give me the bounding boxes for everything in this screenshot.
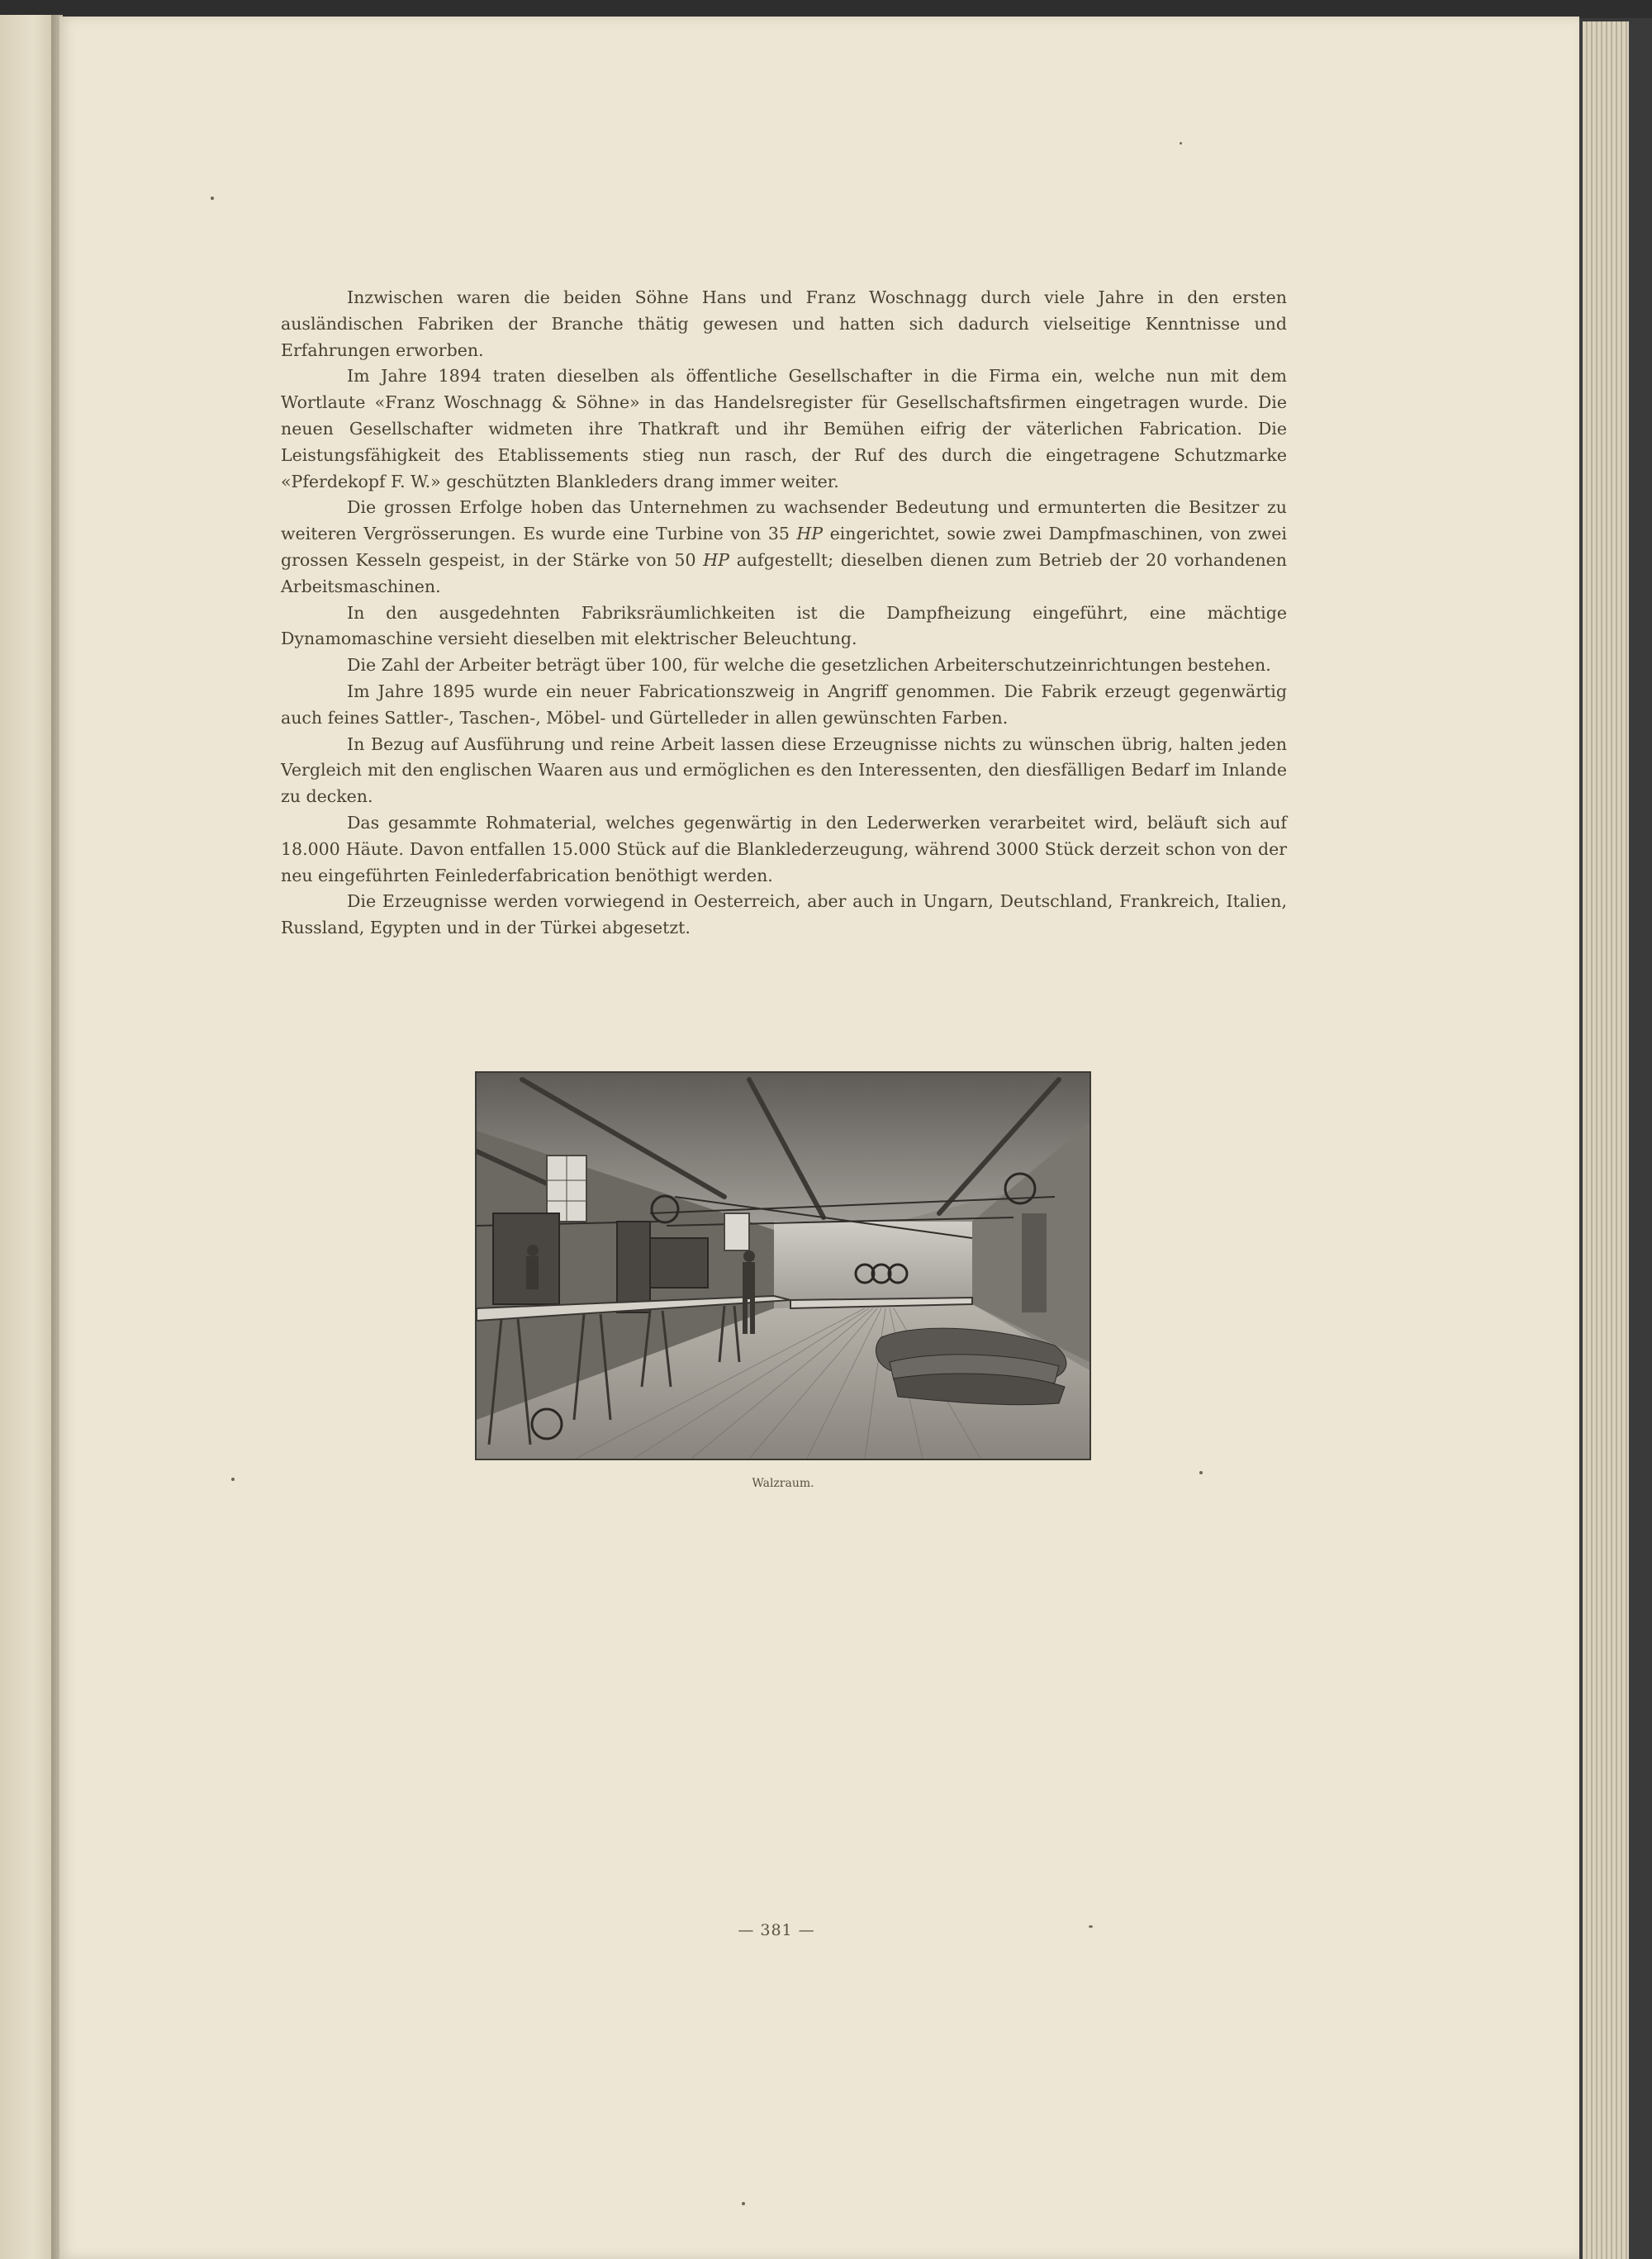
paragraph: Das gesammte Rohmaterial, welches gegenwärtig in den Lederwerken verarbeitet wird, beläuft sich auf 18.000 Häute. Davon entfallen 15.000 Stück auf die Blanklederzeugung, während 3000 Stück derzeit schon von der neu eingeführten Feinlederfabrication benöthigt werden. [281, 812, 1287, 885]
paragraph: Inzwischen waren die beiden Söhne Hans und Franz Woschnagg durch viele Jahre in den ersten ausländischen Fabriken der Branche thätig gewesen und hatten sich dadurch vielseitige Kenntnisse und Erfahrungen erworben. [281, 287, 1287, 360]
paragraph: Die Zahl der Arbeiter beträgt über 100, für welche die gesetzlichen Arbeiterschutzeinrichtungen bestehen. [347, 655, 1271, 676]
paper-speck [211, 197, 214, 200]
paper-speck [1180, 142, 1182, 145]
paragraph: In den ausgedehnten Fabriksräumlichkeiten ist die Dampfheizung eingeführt, eine mächtige Dynamomaschine versieht dieselben mit elektrischer Beleuchtung. [281, 602, 1287, 649]
body-text [281, 285, 1287, 942]
paper-speck [1089, 1925, 1093, 1928]
paragraph: Im Jahre 1894 traten dieselben als öffentliche Gesellschafter in die Firma ein, welche nun mit dem Wortlaute «Franz Woschnagg & Söhne» in das Handelsregister für Gesellschaftsfirmen eingetragen wurde. Die neuen Gesellschafter widmeten ihre Thatkraft und ihr Bemühen eifrig der väterlichen Fabrication. Die Leistungsfähigkeit des Etablissements stieg nun rasch, der Ruf des durch die eingetragene Schutzmarke «Pferdekopf F. W.» geschützten Blankleders drang immer weiter. [281, 366, 1287, 491]
factory-illustration [475, 1071, 1091, 1460]
paragraph: Die grossen Erfolge hoben das Unternehmen zu wachsender Bedeutung und ermunterten die Besitzer zu weiteren Vergrösserungen. Es wurde eine Turbine von 35 HP eingerichtet, sowie zwei Dampfmaschinen, von zwei grossen Kesseln gespeist, in der Stärke von 50 HP aufgestellt; dieselben dienen zum Betrieb der 20 vorhandenen Arbeitsmaschinen. [281, 497, 1287, 596]
scan-backdrop-right [1629, 25, 1652, 2259]
paper-speck [1199, 1471, 1203, 1474]
rolling-room-engraving [477, 1073, 1089, 1459]
scan-backdrop [0, 0, 1652, 18]
paper-speck [231, 1478, 235, 1481]
page-number: — 381 — [738, 1921, 815, 1939]
figure-caption: Walzraum. [752, 1477, 814, 1490]
paper-speck [742, 2202, 745, 2205]
paragraph: Im Jahre 1895 wurde ein neuer Fabricationszweig in Angriff genommen. Die Fabrik erzeugt gegenwärtig auch feines Sattler-, Taschen-, Möbel- und Gürtelleder in allen gewünschten Farben. [281, 681, 1287, 728]
paragraph: In Bezug auf Ausführung und reine Arbeit lassen diese Erzeugnisse nichts zu wünschen übrig, halten jeden Vergleich mit den englischen Waaren aus und ermöglichen es den Interessenten, den diesfälligen Bedarf im Inlande zu decken. [281, 733, 1287, 807]
facing-page-edge [0, 15, 56, 2259]
page-stack-edge [1583, 21, 1629, 2259]
paragraph: Die Erzeugnisse werden vorwiegend in Oesterreich, aber auch in Ungarn, Deutschland, Frankreich, Italien, Russland, Egypten und in der Türkei abgesetzt. [281, 891, 1287, 938]
